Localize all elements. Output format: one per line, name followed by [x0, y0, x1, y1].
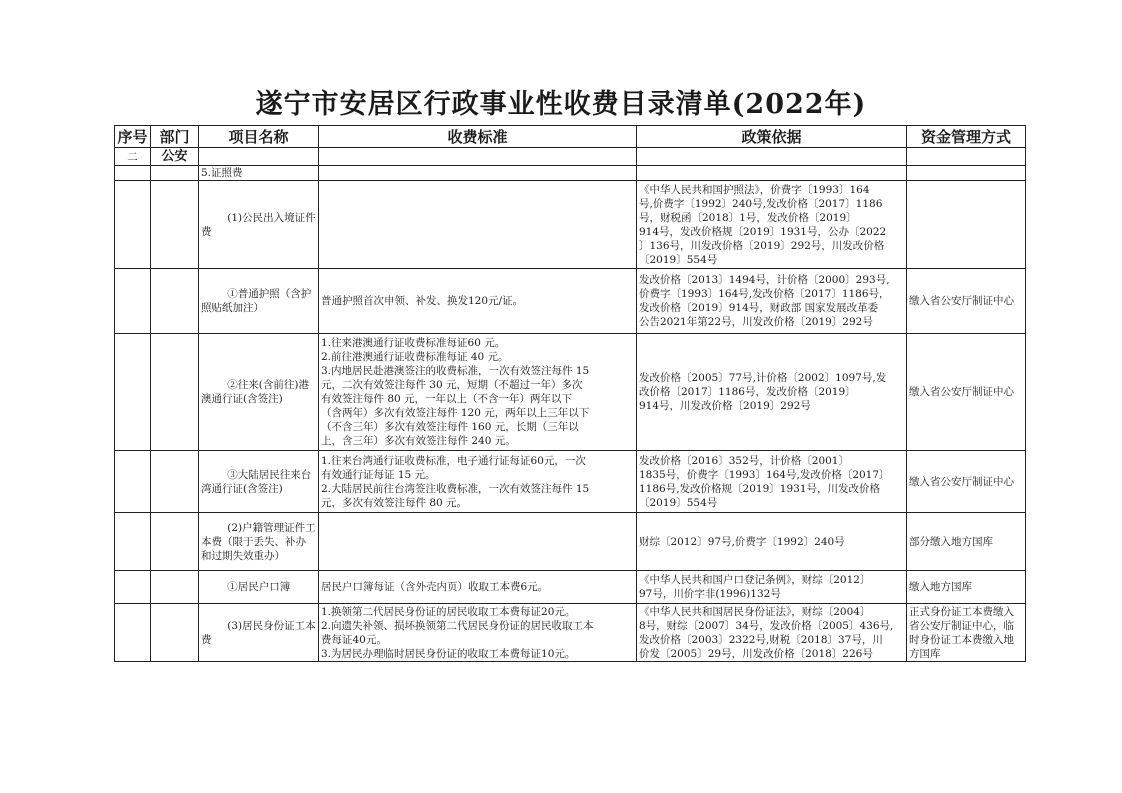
- cell-item-name: ③大陆居民往来台湾通行证(含签注): [199, 451, 319, 513]
- header-fund: 资金管理方式: [907, 126, 1026, 148]
- cell-item-name: (2)户籍管理证件工本费（限于丢失、补办和过期失效重办）: [199, 513, 319, 571]
- cell-dept: [151, 451, 199, 513]
- cell-basis: [637, 451, 907, 513]
- cell-basis: [637, 334, 907, 451]
- standard-line: 居民户口簿每证（含外壳内页）收取工本费6元。: [321, 581, 549, 593]
- standard-line: 元，多次有效签注每件 80 元。: [321, 496, 468, 509]
- cell-basis: [637, 604, 907, 662]
- cell-basis: [637, 513, 907, 571]
- cell-fund: 正式身份证工本费缴入省公安厅制证中心，临时身份证工本费缴入地方国库: [907, 604, 1026, 662]
- table-row: [115, 604, 1026, 662]
- standard-line: 元，二次有效签注每件 30 元，短期（不超过一年）多次: [321, 379, 583, 391]
- basis-line: 发改价格〔2019〕914号，财政部 国家发展改革委: [639, 302, 879, 314]
- cell-seq: [115, 166, 151, 181]
- cell-fund: 缴入省公安厅制证中心: [907, 269, 1026, 334]
- standard-line: （不含三年）多次有效签注每件 160 元，长期（三年以: [321, 421, 579, 433]
- cell-seq: [115, 181, 151, 269]
- basis-line: 号,价费字〔1992〕240号,发改价格〔2017〕1186: [639, 197, 883, 210]
- cell-fund: 缴入省公安厅制证中心: [907, 451, 1026, 513]
- cell-fund: 部分缴入地方国库: [907, 513, 1026, 571]
- standard-line: 2.向遗失补领、损坏换领第二代居民身份证的居民收取工本: [321, 619, 594, 632]
- standard-line: 普通护照首次申领、补发、换发120元/证。: [321, 295, 524, 307]
- cell-item-name: 5.证照费: [199, 166, 319, 181]
- standard-line: 3.为居民办理临时居民身份证的收取工本费每证10元。: [321, 647, 576, 660]
- cell-seq: [115, 604, 151, 662]
- cell-fund: 缴入省公安厅制证中心: [907, 334, 1026, 451]
- basis-line: 财综〔2012〕97号,价费字〔1992〕240号: [639, 535, 845, 548]
- basis-line: 公告2021年第22号，川发改价格〔2019〕292号: [639, 316, 873, 328]
- basis-line: 发改价格〔2016〕352号，计价格〔2001〕: [639, 454, 849, 467]
- basis-line: 1186号,发改价格规〔2019〕1931号，川发改价格: [639, 482, 881, 495]
- basis-line: 〕136号，川发改价格〔2019〕292号，川发改价格: [639, 239, 885, 252]
- cell-dept: [151, 269, 199, 334]
- cell-dept: [151, 604, 199, 662]
- cell-seq: [115, 513, 151, 571]
- cell-standard: [319, 334, 637, 451]
- basis-line: 8号，财综〔2007〕34号，发改价格〔2005〕436号,: [639, 619, 894, 632]
- basis-line: 发改价格〔2003〕2322号,财税〔2018〕37号，川: [639, 633, 883, 646]
- header-standard: 收费标准: [319, 126, 637, 148]
- cell-standard: [319, 269, 637, 334]
- cell-basis: [637, 166, 907, 181]
- basis-line: 价发〔2005〕29号，川发改价格〔2018〕226号: [639, 647, 873, 660]
- cell-dept: [151, 513, 199, 571]
- cell-seq: [115, 334, 151, 451]
- cell-dept: [151, 334, 199, 451]
- cell-item-name: ①普通护照（含护照贴纸加注）: [199, 269, 319, 334]
- basis-line: 发改价格〔2013〕1494号，计价格〔2000〕293号,: [639, 274, 890, 286]
- standard-line: 1.换领第二代居民身份证的居民收取工本费每证20元。: [321, 605, 576, 618]
- cell-standard: [319, 451, 637, 513]
- standard-line: 1.往来台湾通行证收费标准，电子通行证每证60元，一次: [321, 454, 586, 467]
- basis-line: 1835号，价费字〔1993〕164号,发改价格〔2017〕: [639, 468, 890, 481]
- basis-line: 《中华人民共和国居民身份证法》，财综〔2004〕: [639, 605, 871, 618]
- cell-seq: [115, 269, 151, 334]
- cell-item-name: ①居民户口簿: [199, 571, 319, 604]
- cell-dept: [151, 181, 199, 269]
- standard-line: 2.前往港澳通行证收费标准每证 40 元。: [321, 351, 509, 363]
- cell-standard: [319, 181, 637, 269]
- cell-basis: [637, 571, 907, 604]
- basis-line: 〔2019〕554号: [639, 496, 718, 509]
- header-row: [115, 126, 1026, 148]
- header-item: 项目名称: [199, 126, 319, 148]
- cell-item-name: ②往来(含前往)港澳通行证(含签注): [199, 334, 319, 451]
- header-basis: 政策依据: [637, 126, 907, 148]
- table-row: [115, 513, 1026, 571]
- cell-dept: [151, 166, 199, 181]
- standard-line: 2.大陆居民前往台湾签注收费标准，一次有效签注每件 15: [321, 482, 590, 495]
- standard-line: 1.往来港澳通行证收费标准每证60 元。: [321, 337, 506, 349]
- standard-line: 上，含三年）多次有效签注每件 240 元。: [321, 435, 516, 447]
- cell-basis: [637, 269, 907, 334]
- table-row: [115, 166, 1026, 181]
- basis-line: 价费字〔1993〕164号,发改价格〔2017〕1186号，: [639, 288, 890, 300]
- fee-table: [114, 125, 1026, 662]
- table-row: [115, 181, 1026, 269]
- table-row: [115, 451, 1026, 513]
- cell-seq: [115, 451, 151, 513]
- basis-line: 914号，川发改价格〔2019〕292号: [639, 400, 811, 412]
- standard-line: 3.内地居民赴港澳签注的收费标准，一次有效签注每件 15: [321, 365, 590, 377]
- cell-item-name: (3)居民身份证工本费: [199, 604, 319, 662]
- cell-dept: [151, 571, 199, 604]
- table-row: [115, 269, 1026, 334]
- standard-line: （含两年）多次有效签注每件 120 元，两年以上三年以下: [321, 407, 590, 419]
- table-row: [115, 334, 1026, 451]
- cell-basis: [637, 181, 907, 269]
- category-dept: 公安: [151, 148, 199, 166]
- basis-line: 《中华人民共和国护照法》，价费字〔1993〕164: [639, 183, 870, 196]
- basis-line: 《中华人民共和国户口登记条例》，财综〔2012〕: [639, 574, 871, 586]
- table-row: [115, 571, 1026, 604]
- cell-seq: [115, 571, 151, 604]
- standard-line: 有效签注每件 80 元，一年以上（不含一年）两年以下: [321, 393, 573, 405]
- basis-line: 发改价格〔2005〕77号,计价格〔2002〕1097号,发: [639, 372, 887, 384]
- basis-line: 914号，发改价格规〔2019〕1931号，公办〔2022: [639, 225, 887, 238]
- category-seq: 二: [115, 148, 151, 166]
- page-title: 遂宁市安居区行政事业性收费目录清单(2022年): [255, 89, 867, 120]
- cell-fund: [907, 166, 1026, 181]
- cell-item-name: (1)公民出入境证件费: [199, 181, 319, 269]
- basis-line: 97号，川价字非(1996)132号: [639, 588, 781, 600]
- basis-line: 〔2019〕554号: [639, 253, 718, 266]
- cell-fund: [907, 181, 1026, 269]
- standard-line: 费每证40元。: [321, 633, 387, 646]
- header-seq: 序号: [115, 126, 151, 148]
- header-dept: 部门: [151, 126, 199, 148]
- standard-line: 有效通行证每证 15 元。: [321, 468, 436, 481]
- basis-line: 改价格〔2017〕1186号，发改价格〔2019〕: [639, 386, 856, 398]
- basis-line: 号，财税函〔2018〕1号，发改价格〔2019〕: [639, 211, 857, 224]
- cell-standard: [319, 166, 637, 181]
- cell-standard: [319, 513, 637, 571]
- cell-standard: [319, 604, 637, 662]
- cell-standard: [319, 571, 637, 604]
- cell-fund: 缴入地方国库: [907, 571, 1026, 604]
- category-row: [115, 148, 1026, 166]
